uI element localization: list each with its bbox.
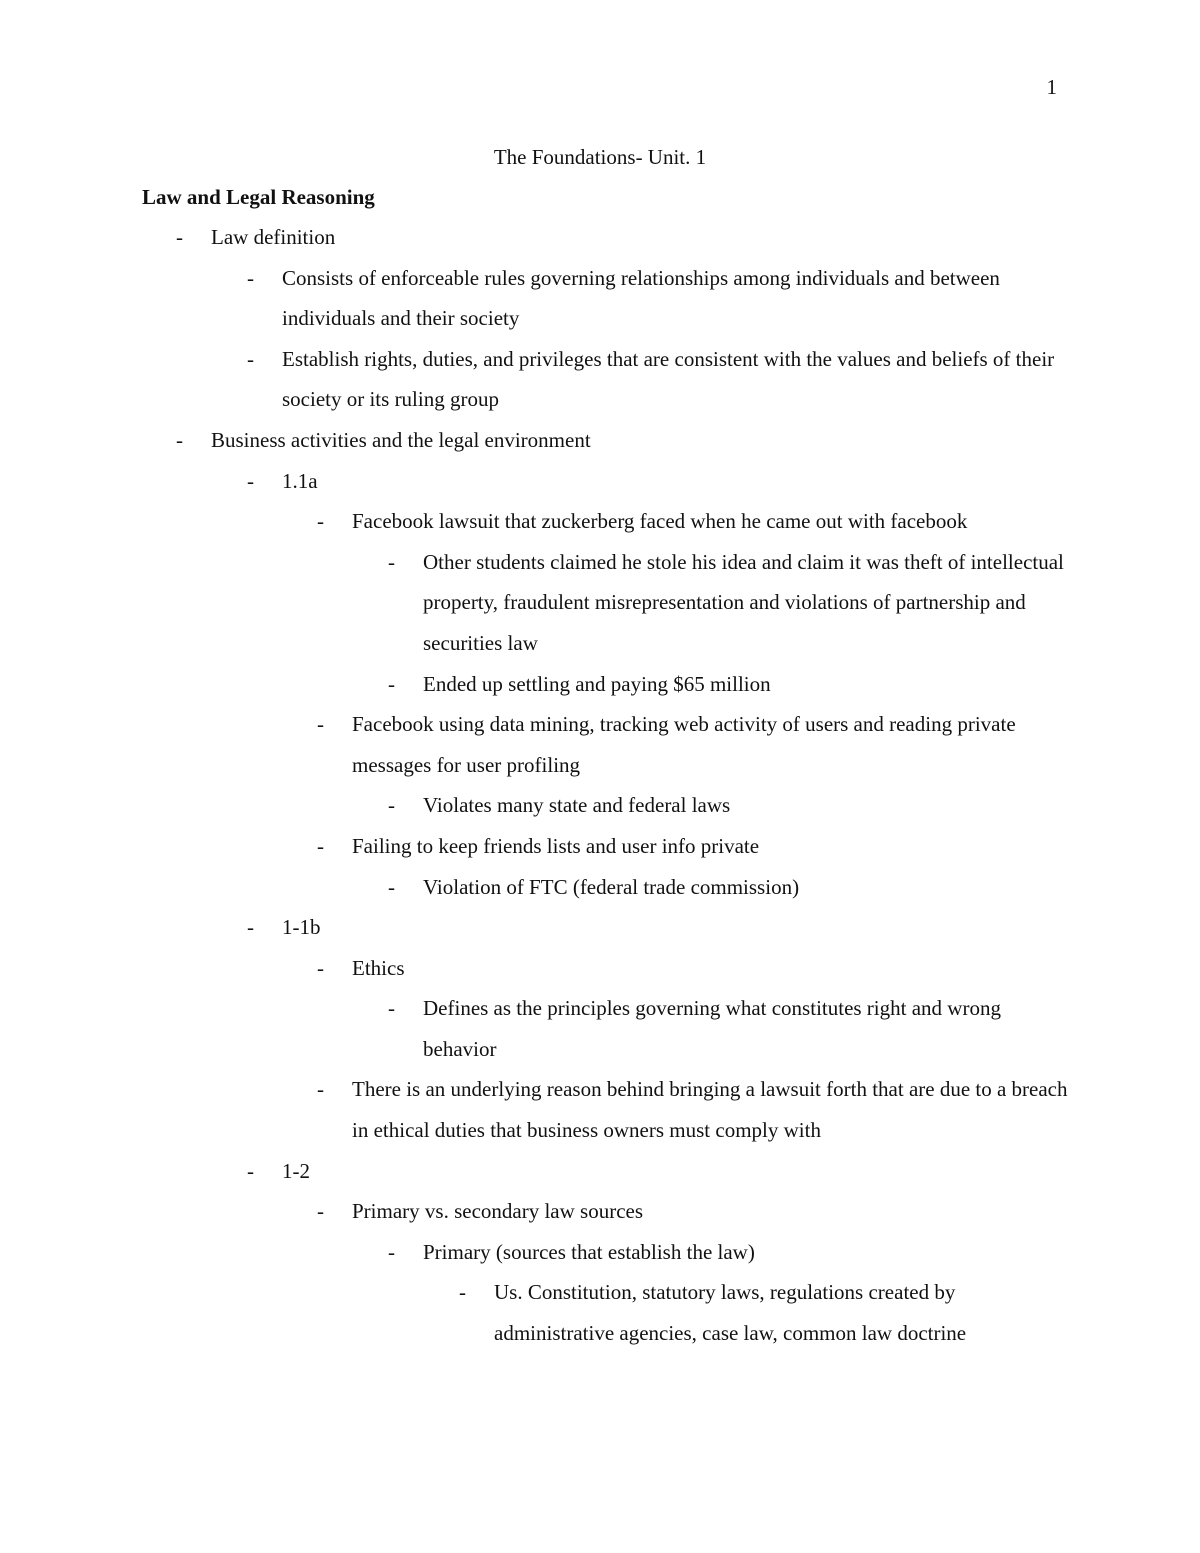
outline-item-text: Failing to keep friends lists and user info private	[352, 833, 760, 858]
outline-item-level-3	[0, 948, 1200, 989]
bullet-dash: -	[317, 1077, 324, 1102]
outline-item-level-3	[0, 1191, 1200, 1232]
outline-item-level-2	[0, 258, 1200, 339]
outline-item-text: Law definition	[211, 225, 336, 249]
outline-item-level-4	[0, 542, 1200, 664]
bullet-dash: -	[388, 671, 395, 696]
outline-item-text: Defines as the principles governing what constitutes right and wrong behavior	[423, 996, 1001, 1061]
outline-item-text: Primary (sources that establish the law)	[423, 1239, 755, 1264]
bullet-dash: -	[317, 833, 324, 858]
outline-item-text: There is an underlying reason behind bringing a lawsuit forth that are due to a breach in ethical duties that business owners must comply with	[352, 1077, 1068, 1143]
outline-item-level-5	[0, 1272, 1200, 1353]
bullet-dash: -	[247, 1158, 254, 1183]
bullet-dash: -	[388, 793, 395, 818]
outline-item-text: Us. Constitution, statutory laws, regulations created by administrative agencies, case law, common law doctrine	[494, 1280, 967, 1346]
outline-item-text: Violates many state and federal laws	[423, 793, 731, 818]
outline-item-text: Facebook using data mining, tracking web activity of users and reading private messages for user profiling	[352, 712, 1016, 777]
outline-item-level-3	[0, 1069, 1200, 1150]
outline-item-level-4	[0, 785, 1200, 826]
bullet-dash: -	[317, 955, 324, 980]
bullet-dash: -	[176, 427, 183, 452]
outline-item-text: Consists of enforceable rules governing relationships among individuals and between individuals and their society	[282, 265, 1000, 331]
outline-item-level-3	[0, 704, 1200, 785]
outline-item-text: Business activities and the legal environment	[211, 427, 591, 452]
outline-item-level-4	[0, 1232, 1200, 1273]
outline-item-text: Violation of FTC (federal trade commission)	[423, 874, 800, 899]
outline-item-level-3	[0, 826, 1200, 867]
bullet-dash: -	[459, 1280, 466, 1305]
bullet-dash: -	[388, 549, 395, 574]
outline-item-level-4	[0, 867, 1200, 908]
outline-item-text: Ended up settling and paying $65 million	[423, 671, 771, 696]
outline-list	[0, 217, 1200, 1354]
bullet-dash: -	[247, 915, 254, 940]
outline-item-text: 1-1b	[282, 915, 321, 940]
bullet-dash: -	[247, 265, 254, 290]
bullet-dash: -	[247, 468, 254, 493]
section-heading: Law and Legal Reasoning	[142, 185, 375, 209]
bullet-dash: -	[388, 996, 395, 1021]
bullet-dash: -	[388, 874, 395, 899]
outline-item-text: 1.1a	[282, 468, 318, 493]
document-title: The Foundations- Unit. 1	[493, 145, 707, 169]
outline-item-level-2	[0, 1151, 1200, 1192]
page-number: 1	[1046, 75, 1057, 99]
outline-item-level-3	[0, 501, 1200, 542]
outline-item-text: 1-2	[282, 1158, 310, 1183]
bullet-dash: -	[317, 712, 324, 737]
outline-item-text: Establish rights, duties, and privileges that are consistent with the values and beliefs of their society or its ruling group	[282, 346, 1055, 412]
outline-item-level-1	[0, 217, 1200, 258]
outline-item-text: Ethics	[352, 955, 405, 980]
bullet-dash: -	[388, 1239, 395, 1264]
outline-item-level-2	[0, 461, 1200, 502]
outline-item-level-1	[0, 420, 1200, 461]
bullet-dash: -	[176, 225, 183, 249]
outline-item-level-4	[0, 664, 1200, 705]
outline-item-text: Other students claimed he stole his idea and claim it was theft of intellectual property, fraudulent misrepresentation and violations of partnership and securities law	[423, 549, 1064, 655]
bullet-dash: -	[247, 346, 254, 371]
bullet-dash: -	[317, 509, 324, 534]
outline-item-level-4	[0, 988, 1200, 1069]
outline-item-level-2	[0, 339, 1200, 420]
bullet-dash: -	[317, 1199, 324, 1224]
outline-item-text: Primary vs. secondary law sources	[352, 1199, 644, 1224]
outline-item-level-2	[0, 907, 1200, 948]
outline-item-text: Facebook lawsuit that zuckerberg faced when he came out with facebook	[352, 509, 968, 534]
